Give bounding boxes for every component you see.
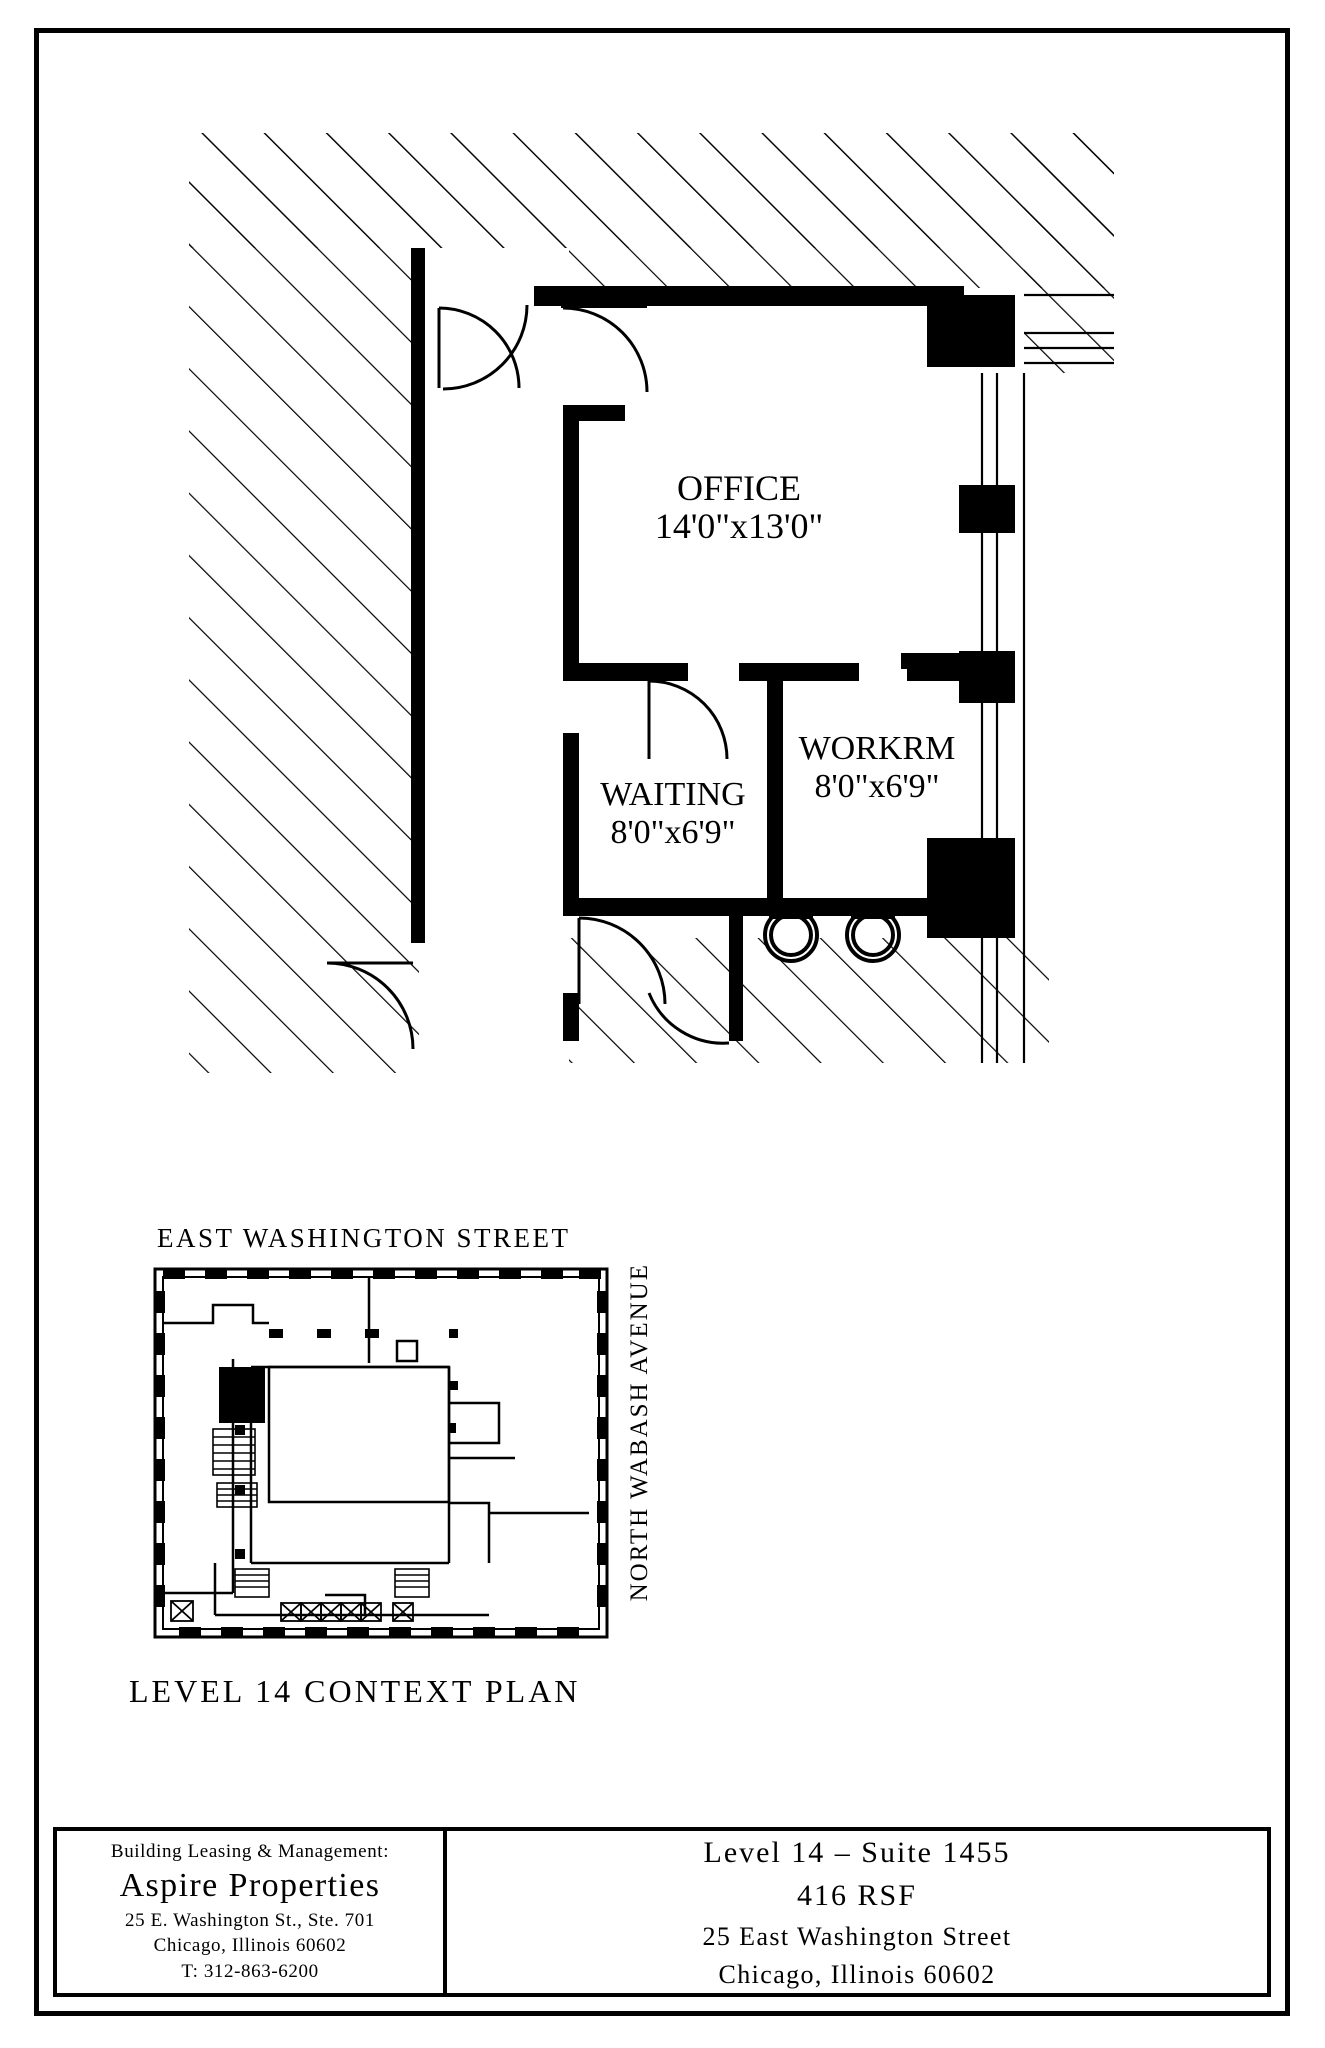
leasing-address-line-2: Chicago, Illinois 60602 (153, 1935, 347, 1957)
room-label-workrm-name: WORKRM (798, 730, 956, 767)
leasing-company-name: Aspire Properties (119, 1867, 381, 1905)
leasing-phone: T: 312-863-6200 (181, 1960, 319, 1982)
title-block-suite-info (447, 1831, 1267, 1993)
room-label-workrm-dims: 8'0"x6'9" (814, 768, 940, 805)
context-street-label-north: EAST WASHINGTON STREET (157, 1223, 571, 1253)
drawing-sheet (34, 28, 1290, 2016)
context-plan (99, 1223, 779, 1743)
suite-floor-plan (39, 33, 1285, 1183)
suite-identifier: Level 14 – Suite 1455 (703, 1835, 1011, 1869)
context-plan-title: LEVEL 14 CONTEXT PLAN (129, 1673, 581, 1709)
room-label-office-name: OFFICE (676, 468, 802, 508)
room-label-office-dims: 14'0"x13'0" (654, 506, 824, 546)
building-address: 25 East Washington Street (702, 1921, 1012, 1951)
context-street-label-east: NORTH WABASH AVENUE (626, 1263, 653, 1602)
building-city-state-zip: Chicago, Illinois 60602 (718, 1959, 996, 1989)
suite-area: 416 RSF (797, 1879, 917, 1913)
context-plan-drawing (149, 1263, 619, 1663)
leasing-heading: Building Leasing & Management: (110, 1841, 390, 1863)
title-block (53, 1827, 1271, 1997)
highlighted-suite (219, 1367, 265, 1423)
room-label-waiting-dims: 8'0"x6'9" (610, 814, 736, 851)
title-block-leasing-info (57, 1831, 447, 1993)
room-label-waiting-name: WAITING (600, 776, 746, 813)
leasing-address-line-1: 25 E. Washington St., Ste. 701 (125, 1909, 375, 1931)
